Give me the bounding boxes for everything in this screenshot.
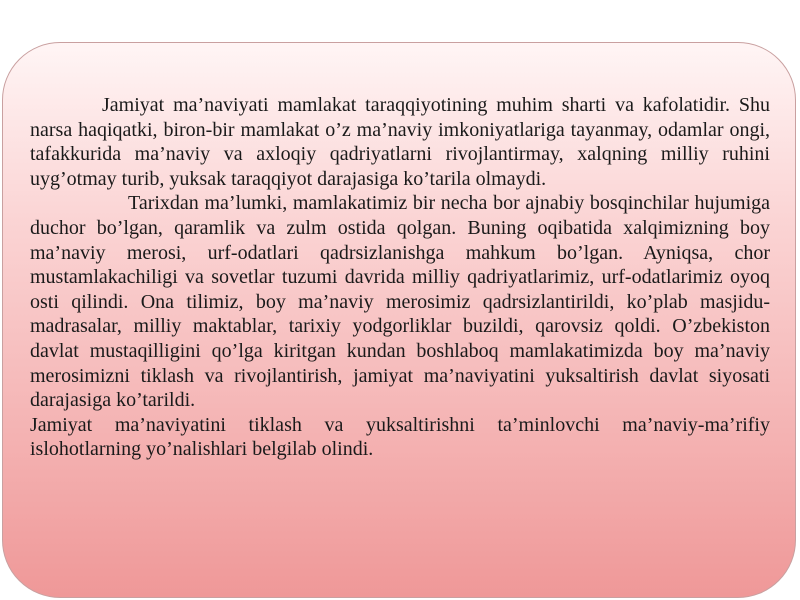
paragraph-1: Jamiyat ma’naviyati mamlakat taraqqiyotining muhim sharti va kafolatidir. Shu narsa haqiqatki, biron-bir mamlakat o’z ma’naviy imkoniyatlariga tayanmay, odamlar ongi, tafakkurida ma’naviy va axloqiy qadriyatlarni rivojlantirmay, xalqning milliy ruhini uyg’otmay turib, yuksak taraqqiyot darajasiga ko’tarila olmaydi. xyxy=(30,94,770,190)
text-block xyxy=(30,93,770,462)
paragraph-3: Jamiyat ma’naviyatini tiklash va yuksaltirishni ta’minlovchi ma’naviy-ma’rifiy islohotlarning yo’nalishlari belgilab olindi. xyxy=(30,413,770,461)
paragraph-2: Tarixdan ma’lumki, mamlakatimiz bir necha bor ajnabiy bosqinchilar hujumiga duchor bo’lgan, qaramlik va zulm ostida qolgan. Buning oqibatida xalqimizning boy ma’naviy merosi, urf-odatlari qadrsizlanishga mahkum bo’lgan. Ayniqsa, chor mustamlakachiligi va sovetlar tuzumi davrida milliy qadriyatlarimiz, urf-odatlarimiz oyoq osti qilindi. Ona tilimiz, boy ma’naviy merosimiz qadrsizlantirildi, ko’plab masjidu-madrasalar, milliy maktablar, tarixiy yodgorliklar buzildi, qarovsiz qoldi. O’zbekiston davlat mustaqilligini qo’lga kiritgan kundan boshlaboq mamlakatimizda boy ma’naviy merosimizni tiklash va rivojlantirish, jamiyat ma’naviyatini yuksaltirish davlat siyosati darajasiga ko’tarildi. xyxy=(30,192,770,412)
